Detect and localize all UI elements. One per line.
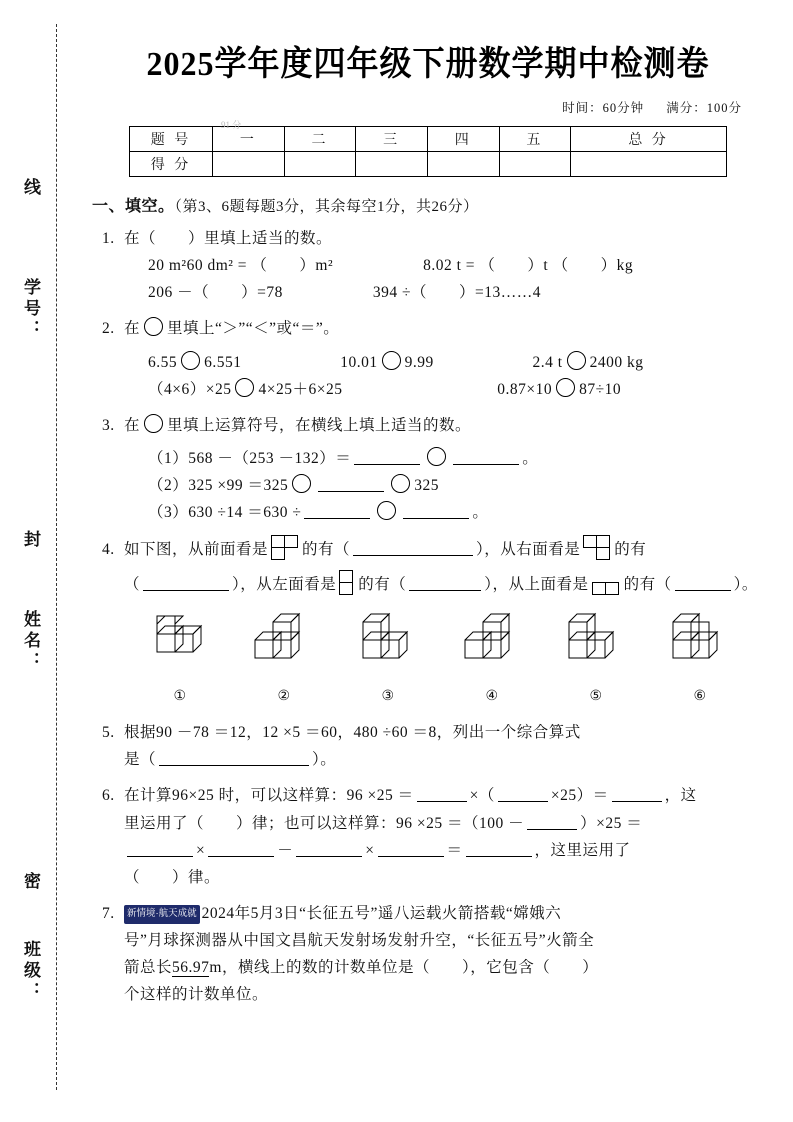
question-number: 3. <box>102 416 115 434</box>
question-text: ×（ <box>469 787 495 805</box>
question-text: 。 <box>522 449 539 467</box>
cube-figure-5 <box>557 612 635 710</box>
score-header-cell: 二 <box>284 127 356 152</box>
question-text: 里填上运算符号，在横线上填上适当的数。 <box>167 416 472 434</box>
score-blank-cell[interactable] <box>571 152 727 177</box>
score-blank-cell[interactable] <box>213 152 285 177</box>
question-1-line-1 <box>148 252 778 279</box>
score-header-cell: 五 <box>499 127 571 152</box>
cube-figure-2 <box>245 612 323 710</box>
question-number: 7. <box>102 904 115 922</box>
question-5-line-2 <box>124 746 778 773</box>
question-part: 394 ÷（ ）=13……4 <box>372 284 541 302</box>
question-7-line-3 <box>124 954 778 981</box>
answer-blank[interactable] <box>675 575 731 592</box>
question-6-line-4 <box>124 864 778 891</box>
answer-blank[interactable] <box>498 786 548 803</box>
question-text: ×25）＝ <box>550 787 609 805</box>
compare-left: 10.01 <box>340 353 378 371</box>
answer-blank[interactable] <box>527 813 577 830</box>
score-header-cell: 题 号 <box>130 127 213 152</box>
question-7-line-2 <box>124 927 778 954</box>
margin-label-student-id: 学号： <box>21 278 40 341</box>
compare-left: 0.87×10 <box>497 380 553 398</box>
figure-caption: ④ <box>485 688 499 704</box>
answer-blank[interactable] <box>296 840 362 857</box>
question-part: 8.02 t = （ ）t （ ）kg <box>423 257 634 275</box>
question-7-line-4 <box>124 981 778 1008</box>
answer-blank[interactable] <box>466 840 532 857</box>
score-table-wrapper <box>129 120 727 177</box>
question-text: ，这 <box>664 787 697 805</box>
question-text: 个这样的计数单位。 <box>124 986 269 1004</box>
question-text: ），从右面看是 <box>476 541 581 559</box>
question-text: － <box>277 841 294 859</box>
underlined-number: 56.97 <box>172 959 210 977</box>
figure-caption: ⑥ <box>693 688 707 704</box>
cube-figure-1 <box>141 612 219 710</box>
question-4-line-2 <box>124 570 778 605</box>
question-text: （ ）律。 <box>124 868 221 886</box>
margin-label-seal: 封 <box>21 530 40 551</box>
answer-blank[interactable] <box>403 503 469 520</box>
cube-figure-1-icon <box>141 612 219 674</box>
question-text: ）。 <box>733 576 758 594</box>
score-header-cell: 四 <box>427 127 499 152</box>
question-text: 。 <box>472 504 489 522</box>
cube-figure-5-icon <box>557 612 635 674</box>
question-text: 630 ÷14 ＝630 ÷ <box>188 504 302 522</box>
left-margin-column <box>0 0 70 1122</box>
answer-blank[interactable] <box>417 786 467 803</box>
question-text: 568 －（253 －132）＝ <box>188 449 352 467</box>
question-text: （ <box>124 576 141 594</box>
table-row <box>130 152 727 177</box>
question-text: 325 ×99 ＝325 <box>188 477 289 494</box>
score-table <box>129 126 727 177</box>
question-text: ＝ <box>446 841 463 859</box>
question-number: 4. <box>102 541 115 559</box>
cube-figure-3-icon <box>349 612 427 674</box>
question-number: 2. <box>102 320 115 338</box>
figure-caption: ② <box>277 688 291 704</box>
question-text: 如下图，从前面看是 <box>124 541 269 559</box>
question-text: m，横线上的数的计数单位是（ ），它包含（ ） <box>209 959 599 977</box>
margin-label-secret: 密 <box>21 872 40 893</box>
view-shape-top-icon <box>592 578 621 605</box>
question-3 <box>102 412 778 527</box>
score-row-label: 得 分 <box>130 152 213 177</box>
table-row <box>130 127 727 152</box>
question-6 <box>102 782 778 891</box>
question-text: ）×25 ＝ <box>580 814 643 832</box>
question-number: 1. <box>102 230 115 247</box>
question-part: 20 m²60 dm² = （ ）m² <box>148 257 334 275</box>
answer-blank[interactable] <box>378 840 444 857</box>
question-text: × <box>365 841 375 859</box>
score-blank-cell[interactable] <box>427 152 499 177</box>
figure-caption: ③ <box>381 688 395 704</box>
exam-meta <box>78 98 778 116</box>
question-part: 206 －（ ）=78 <box>148 284 283 302</box>
page-content <box>78 0 778 1122</box>
question-text: ），从左面看是 <box>232 576 337 594</box>
section-note: （第3、6题每题3分，其余每空1分，共26分） <box>174 199 479 215</box>
score-blank-cell[interactable] <box>499 152 571 177</box>
question-2-row-2 <box>148 376 778 403</box>
question-3-item-3 <box>148 499 778 526</box>
question-text: 325 <box>414 477 440 494</box>
question-text: 的有（ <box>358 576 407 594</box>
question-text: ）。 <box>312 751 337 769</box>
question-text: 的有 <box>614 541 647 559</box>
margin-label-name: 姓名： <box>21 610 40 673</box>
score-blank-cell[interactable] <box>284 152 356 177</box>
compare-right: 2400 kg <box>589 353 644 371</box>
answer-blank[interactable] <box>354 448 420 465</box>
cube-figure-6-icon <box>661 612 739 674</box>
answer-blank[interactable] <box>304 503 370 520</box>
question-4 <box>102 535 778 709</box>
item-label: （3） <box>148 504 189 522</box>
answer-circle[interactable] <box>382 351 401 370</box>
answer-blank[interactable] <box>353 540 473 557</box>
answer-blank[interactable] <box>453 448 519 465</box>
compare-left: 2.4 t <box>532 353 563 371</box>
question-text: 号”月球探测器从中国文昌航天发射场发射升空，“长征五号”火箭全 <box>124 932 595 949</box>
question-6-line-3 <box>124 837 778 864</box>
fold-dashed-line <box>56 24 57 1090</box>
score-header-cell: 一 <box>213 127 285 152</box>
exam-total: 满分：100分 <box>666 101 742 115</box>
exam-time: 时间：60分钟 <box>562 101 645 115</box>
answer-circle[interactable] <box>144 414 163 433</box>
question-5 <box>102 719 778 773</box>
cube-figure-6 <box>661 612 739 710</box>
question-1 <box>102 225 778 306</box>
answer-circle[interactable] <box>181 351 200 370</box>
question-text: 的有（ <box>623 576 672 594</box>
margin-label-class: 班级： <box>21 940 40 1003</box>
question-text: 箭总长 <box>124 959 173 977</box>
answer-blank[interactable] <box>159 750 309 767</box>
figure-caption: ① <box>173 688 187 704</box>
compare-right: 4×25＋6×25 <box>258 380 343 398</box>
compare-right: 6.551 <box>204 353 242 371</box>
answer-circle[interactable] <box>144 317 163 336</box>
faint-watermark: 91 分 <box>221 120 242 130</box>
score-blank-cell[interactable] <box>356 152 428 177</box>
question-text: 在 <box>124 320 141 338</box>
question-number: 6. <box>102 787 115 805</box>
question-2 <box>102 315 778 402</box>
cube-figure-2-icon <box>245 612 323 674</box>
answer-blank[interactable] <box>612 786 662 803</box>
answer-blank[interactable] <box>143 575 229 592</box>
question-3-item-1 <box>148 445 778 472</box>
figure-caption: ⑤ <box>589 688 603 704</box>
view-shape-right-icon <box>583 535 611 570</box>
answer-circle[interactable] <box>556 378 575 397</box>
question-text: 在 <box>124 416 141 434</box>
question-text: 是（ <box>124 751 157 769</box>
score-header-cell: 总 分 <box>571 127 727 152</box>
section-title-fill-blank <box>92 193 778 216</box>
cube-figure-3 <box>349 612 427 710</box>
answer-circle[interactable] <box>235 378 254 397</box>
view-shape-front-icon <box>271 535 299 570</box>
question-text: 在（ ）里填上适当的数。 <box>124 230 333 247</box>
compare-right: 9.99 <box>404 353 434 371</box>
cube-figure-4 <box>453 612 531 710</box>
question-text: 里运用了（ ）律；也可以这样算：96 ×25 ＝（100 － <box>124 814 525 832</box>
answer-blank[interactable] <box>127 840 193 857</box>
answer-blank[interactable] <box>208 840 274 857</box>
question-text: 在计算96×25 时，可以这样算：96 ×25 ＝ <box>124 787 414 805</box>
compare-right: 87÷10 <box>579 380 622 398</box>
answer-circle[interactable] <box>391 474 410 493</box>
question-text: × <box>196 841 206 859</box>
margin-label-line: 线 <box>21 178 40 199</box>
item-label: （2） <box>148 477 189 494</box>
question-text: 根据90 －78 ＝12，12 ×5 ＝60，480 ÷60 ＝8，列出一个综合算式 <box>124 724 581 742</box>
question-1-line-2 <box>148 279 778 306</box>
question-3-item-2 <box>148 472 778 499</box>
answer-circle[interactable] <box>567 351 586 370</box>
section-label: 一、填空。 <box>92 198 175 215</box>
compare-left: （4×6）×25 <box>148 380 232 398</box>
question-text: ），从上面看是 <box>484 576 589 594</box>
answer-circle[interactable] <box>377 501 396 520</box>
answer-blank[interactable] <box>409 575 481 592</box>
cube-figures-row <box>102 612 778 710</box>
question-text: ，这里运用了 <box>534 841 631 859</box>
question-text: 2024年5月3日“长征五号”遥八运载火箭搭载“嫦娥六 <box>201 904 562 922</box>
question-text: 里填上“＞”“＜”或“＝”。 <box>167 320 340 338</box>
question-6-line-2 <box>124 810 778 837</box>
question-number: 5. <box>102 724 115 742</box>
answer-blank[interactable] <box>318 476 384 493</box>
item-label: （1） <box>148 449 189 467</box>
answer-circle[interactable] <box>427 447 446 466</box>
view-shape-left-icon <box>339 570 355 605</box>
compare-left: 6.55 <box>148 353 178 371</box>
cube-figure-4-icon <box>453 612 531 674</box>
page-title: 2025学年度四年级下册数学期中检测卷 <box>146 44 710 83</box>
answer-circle[interactable] <box>292 474 311 493</box>
score-header-cell: 三 <box>356 127 428 152</box>
context-tag: 新情境·航天成就 <box>124 905 200 924</box>
question-2-row-1 <box>148 349 778 376</box>
question-7 <box>102 900 778 1009</box>
question-text: 的有（ <box>302 541 351 559</box>
